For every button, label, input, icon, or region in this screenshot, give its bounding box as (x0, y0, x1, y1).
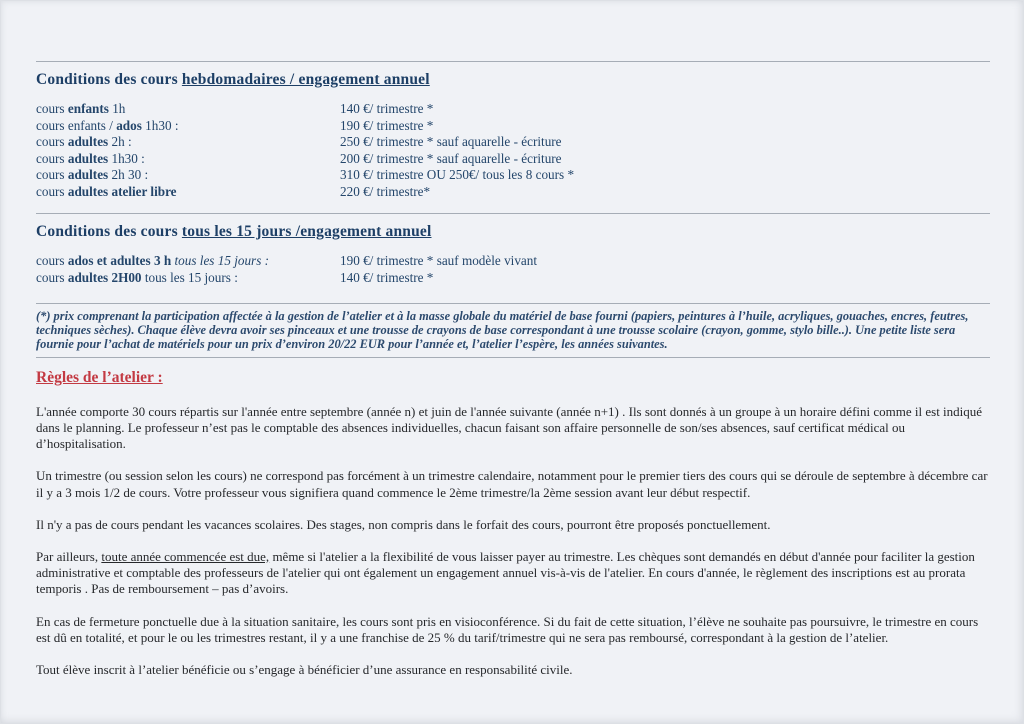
course-label: cours adultes 1h30 : (36, 150, 145, 166)
course-label: cours ados et adultes 3 h tous les 15 jours : (36, 253, 270, 268)
course-label: cours adultes 2h 30 : (36, 167, 149, 182)
course-price: 190 €/ trimestre * (340, 117, 434, 133)
paragraph-text: même si l'atelier a la flexibilité de vous laisser payer au trimestre. Les chèques sont demandés en début d'année pour faciliter la gestion administrative et comptable des professeurs de l'atelier qui ont également un engagement annuel vis-à-vis de l'atelier. En cours d'année, le règlement des inscriptions est au prorata temporis . Pas de remboursement – pas d’avoirs. (36, 548, 975, 597)
materials-footnote: (*) prix comprenant la participation affectée à la gestion de l’atelier et à la masse globale du matériel de base fourni (papiers, peintures à l’huile, acryliques, gouaches, encres, feutres, techniques sèches). Chaque élève devra avoir ses pinceaux et une trousse de crayons de base correspondant à une trousse scolaire (crayon, gomme, stylo bille..). Une petite liste sera fournie pour l’achat de matériels pour un prix d’environ 20/22 EUR pour l’année et, l’atelier l’espère, les années suivantes. (36, 309, 969, 351)
pricing-table-hebdomadaires (36, 101, 990, 200)
price-row-enfants-1h (36, 101, 990, 118)
price-row-adultes-2h (36, 134, 990, 151)
course-price: 190 €/ trimestre * sauf modèle vivant (340, 253, 538, 268)
price-row-adultes-2h30 (36, 167, 990, 184)
rules-paragraph-vacances: Il n'y a pas de cours pendant les vacances scolaires. Des stages, non compris dans le forfait des cours, pourront être proposés ponctuellement. (36, 516, 771, 532)
rules-paragraph-assurance: Tout élève inscrit à l’atelier bénéficie ou s’engage à bénéficier d’une assurance en responsabilité civile. (36, 661, 573, 677)
price-row-adultes-1h30 (36, 151, 990, 168)
section-title-plain: Conditions des cours (36, 223, 182, 240)
course-label: cours adultes atelier libre (36, 183, 177, 199)
divider-top (36, 61, 990, 62)
price-row-ados-adultes-3h (36, 253, 990, 270)
course-price: 200 €/ trimestre * sauf aquarelle - écriture (340, 150, 562, 166)
paragraph-underlined-text: toute année commencée est due, (101, 548, 270, 564)
section-title-hebdomadaires (36, 71, 990, 89)
rules-title: Règles de l’atelier : (36, 368, 163, 386)
section-title-underlined: tous les 15 jours /engagement annuel (181, 223, 432, 240)
rules-paragraph-fermeture: En cas de fermeture ponctuelle due à la situation sanitaire, les cours sont pris en visioconférence. Si du fait de cette situation, l’élève ne souhaite pas poursuivre, le trimestre en cours est dû en totalité, et pour le ou les trimestres restant, il y a une franchise de 25 % du tarif/trimestre qui ne sera pas remboursé, correspondant à la gestion de l’atelier. (36, 613, 979, 645)
price-row-adultes-2h00 (36, 270, 990, 287)
course-label: cours adultes 2h : (36, 134, 132, 149)
rules-paragraph-trimester: Un trimestre (ou session selon les cours) ne correspond pas forcément à un trimestre calendaire, notamment pour le premier tiers des cours qui se déroule de septembre à décembre car il y a 3 mois 1/2 de cours. Votre professeur vous signifiera quand commence le 2ème trimestre/la 2ème session avant leur début respectif. (36, 468, 988, 500)
course-label: cours adultes 2H00 tous les 15 jours : (36, 269, 238, 285)
divider-footnote-bottom (36, 357, 990, 358)
course-label: cours enfants / ados 1h30 : (36, 117, 179, 133)
course-price: 140 €/ trimestre * (340, 101, 434, 116)
price-row-enfants-ados-1h30 (36, 118, 990, 135)
section-title-plain: Conditions des cours (36, 71, 182, 88)
course-price: 250 €/ trimestre * sauf aquarelle - écriture (340, 134, 562, 149)
course-price: 310 €/ trimestre OU 250€/ tous les 8 cours * (340, 167, 575, 182)
section-title-underlined: hebdomadaires / engagement annuel (181, 71, 430, 88)
section-title-quinzaine (36, 223, 990, 241)
course-price: 140 €/ trimestre * (340, 269, 434, 285)
paragraph-text: Par ailleurs, (36, 548, 102, 564)
divider-footnote-top (36, 303, 990, 304)
divider-section (36, 213, 990, 214)
rules-paragraph-payment (36, 549, 990, 598)
course-label: cours enfants 1h (36, 101, 126, 116)
rules-paragraph-annual-schedule: L'année comporte 30 cours répartis sur l'année entre septembre (année n) et juin de l'année suivante (année n+1) . Ils sont donnés à un groupe à un horaire défini comme il est indiqué dans le planning. Le professeur n’est pas le comptable des absences individuelles, chacun faisant son affaire personnelle de son/ses absences, sauf certificat médical ou d’hospitalisation. (36, 403, 983, 452)
course-price: 220 €/ trimestre* (340, 183, 431, 199)
price-row-adultes-atelier-libre (36, 184, 990, 201)
pricing-table-quinzaine (36, 253, 990, 286)
